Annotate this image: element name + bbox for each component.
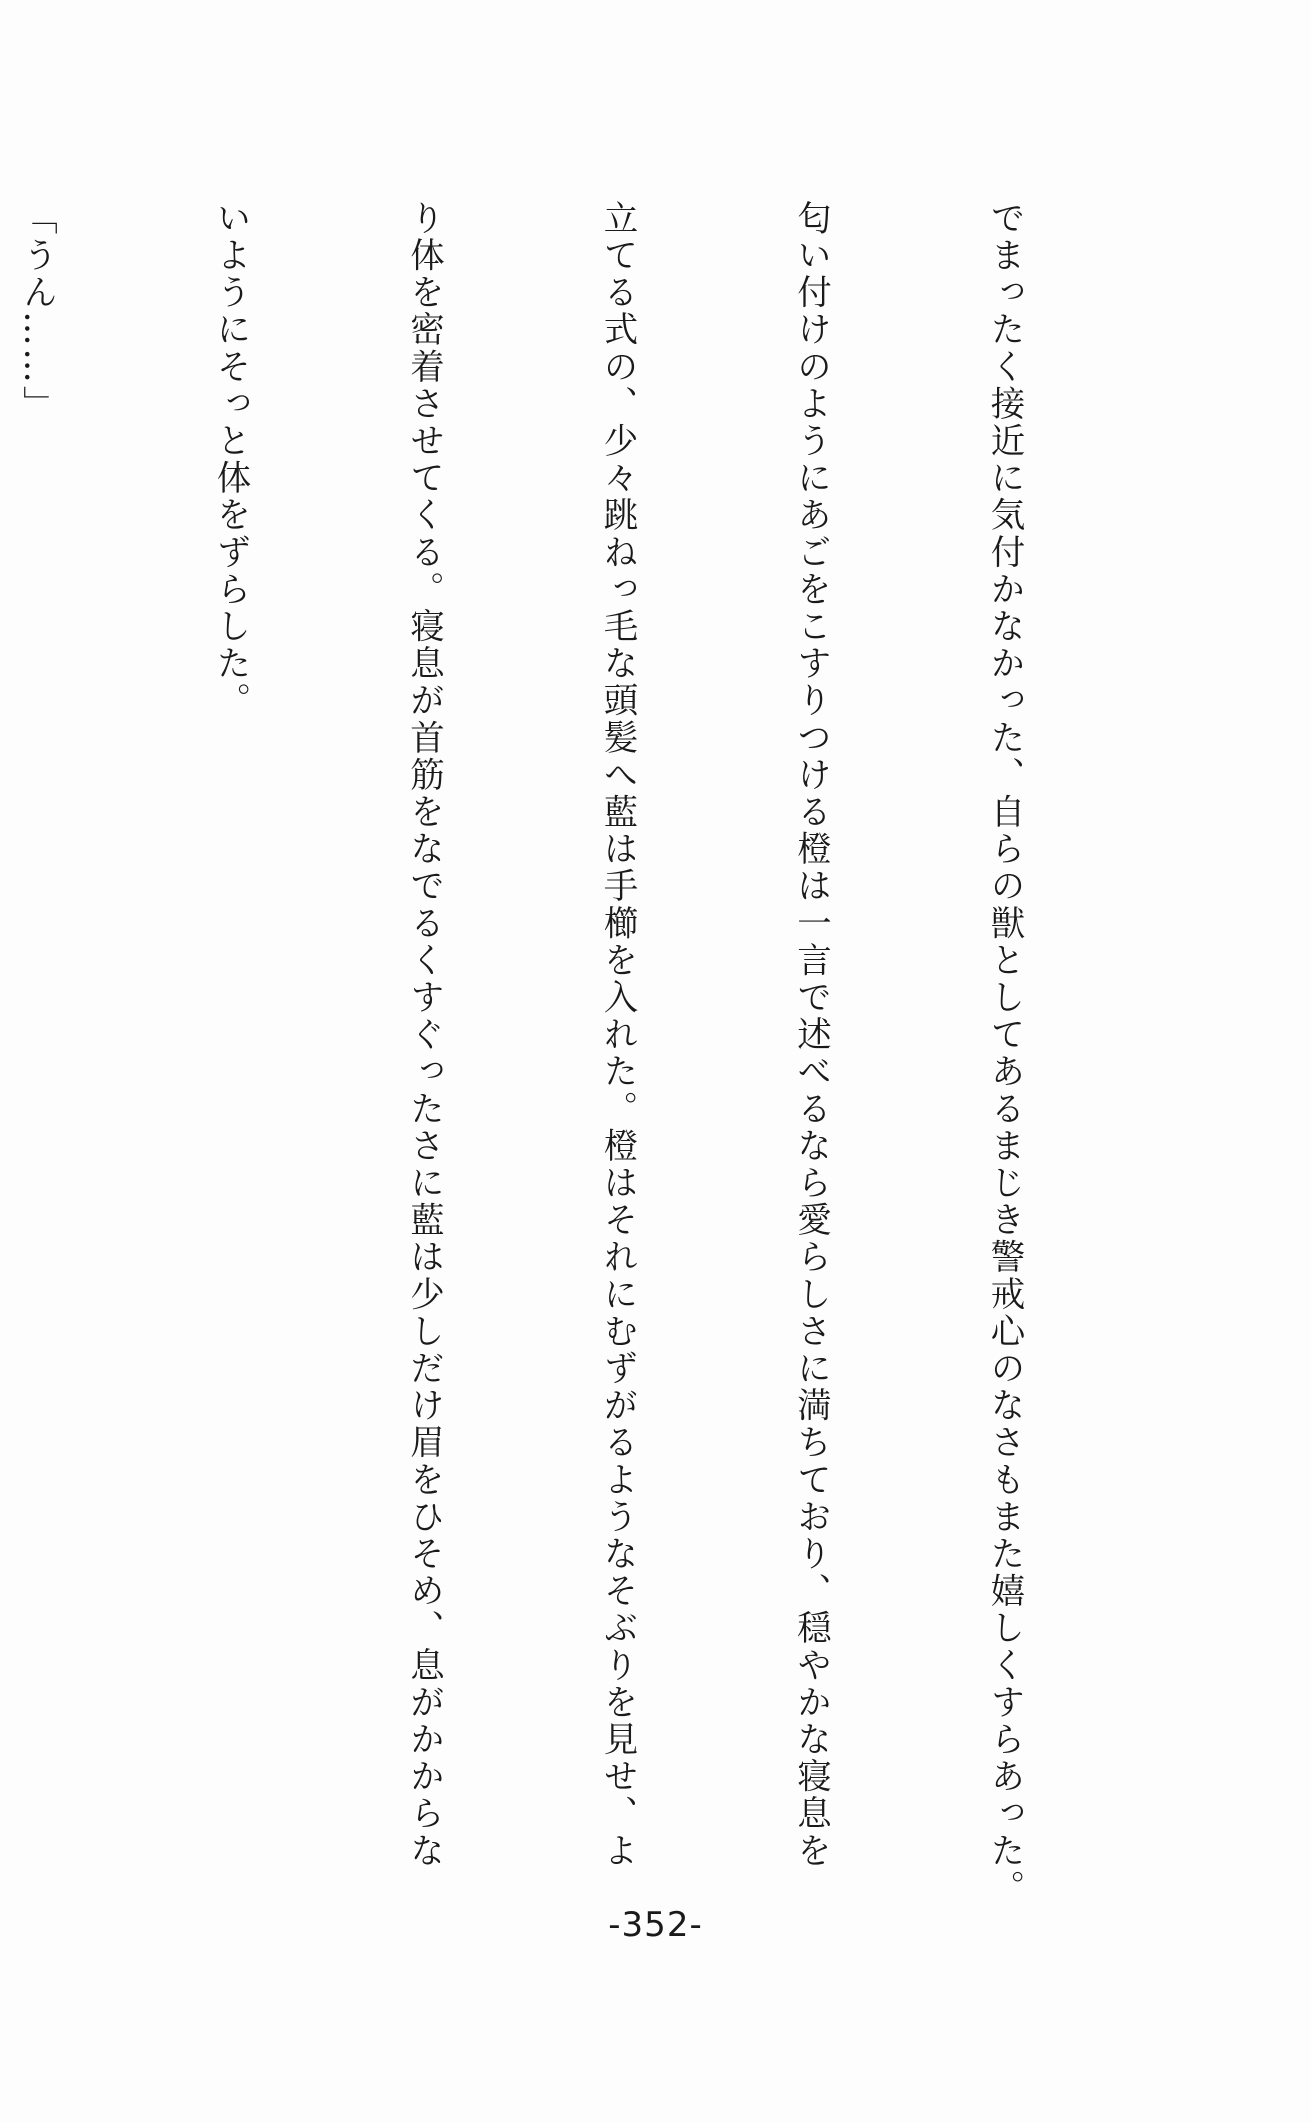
text-line: り体を密着させてくる。寝息が首筋をなでるくすぐったさに藍は少しだけ眉をひそめ、息がかからな <box>403 200 444 1870</box>
text-line: いようにそっと体をずらした。 <box>210 200 250 720</box>
text-line: 「うん……」 <box>16 200 57 423</box>
text-line: 立てる式の、少々跳ねっ毛な頭髪へ藍は手櫛を入れた。橙はそれにむずがるようなそぶりを見せ、よ <box>597 200 637 1870</box>
text-line: 匂い付けのようにあごをこすりつける橙は一言で述べるなら愛らしさに満ちており、穏やかな寝息を <box>790 200 831 1870</box>
body-text <box>16 200 1165 1907</box>
page-number: -352- <box>608 1905 703 1945</box>
text-line: でまったく接近に気付かなかった、自らの獣としてあるまじき警戒心のなさもまた嬉しくすらあった。 <box>984 200 1024 1907</box>
